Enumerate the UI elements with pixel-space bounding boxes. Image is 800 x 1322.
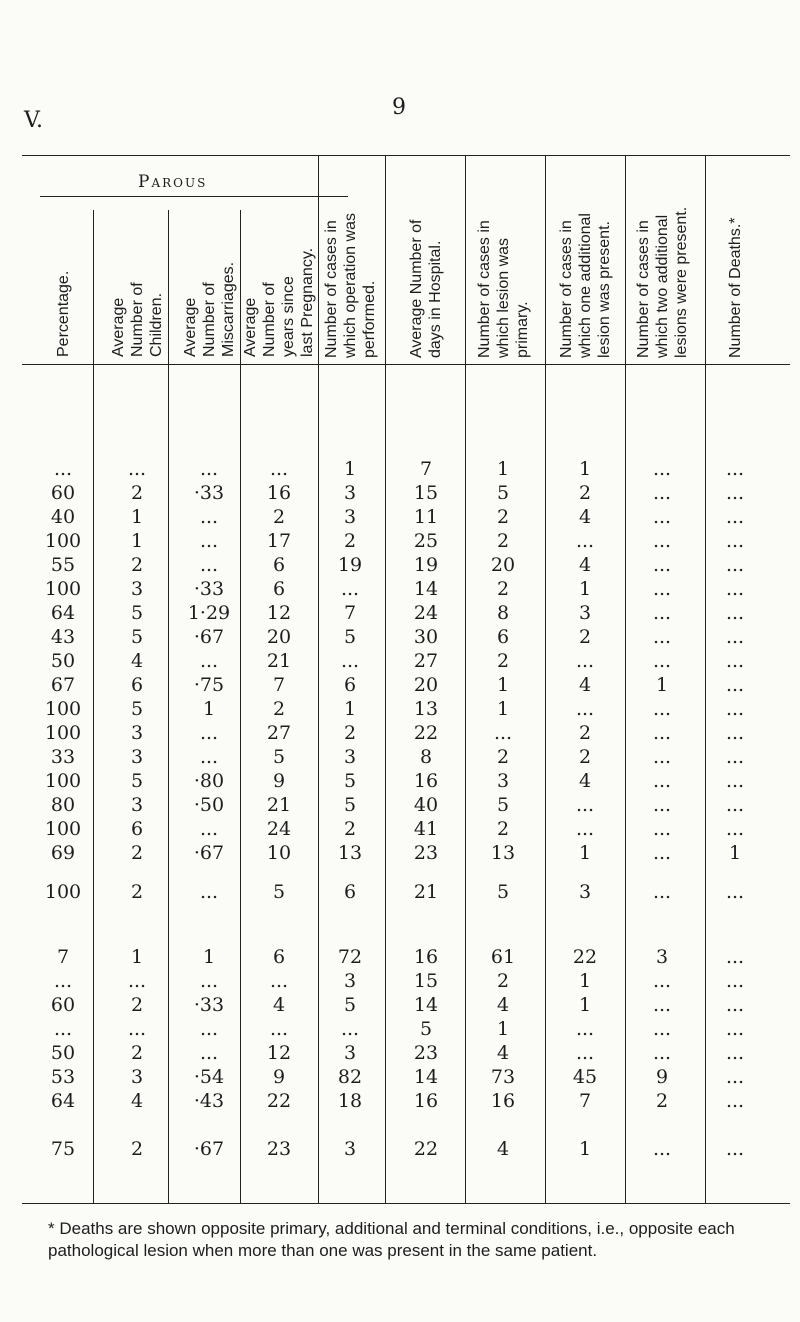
table-cell: ·80 <box>193 770 225 792</box>
table-cell: ·67 <box>193 1138 225 1160</box>
table-cell: 8 <box>419 746 433 768</box>
table-cell: ... <box>269 970 289 992</box>
table-cell: 40 <box>50 506 76 528</box>
table-cell: ·54 <box>193 1066 225 1088</box>
table-cell: 23 <box>266 1138 292 1160</box>
table-cell: 19 <box>337 554 363 576</box>
table-cell: 1 <box>496 1018 510 1040</box>
table-cell: 12 <box>266 1042 292 1064</box>
table-cell: ... <box>725 626 745 648</box>
table-cell: 5 <box>343 794 357 816</box>
table-cell: 5 <box>130 626 144 648</box>
table-cell: 64 <box>50 1090 76 1112</box>
table-cell: 9 <box>655 1066 669 1088</box>
table-top-rule <box>22 155 790 156</box>
table-cell: ... <box>725 698 745 720</box>
table-cell: 14 <box>413 1066 439 1088</box>
table-cell: ... <box>652 818 672 840</box>
table-cell: ... <box>199 458 219 480</box>
table-cell: 2 <box>130 1042 144 1064</box>
table-cell: 16 <box>413 946 439 968</box>
table-cell: 100 <box>44 881 82 903</box>
table-cell: 6 <box>272 554 286 576</box>
table-cell: 6 <box>130 674 144 696</box>
table-cell: 5 <box>343 626 357 648</box>
table-cell: 41 <box>413 818 439 840</box>
table-cell: ... <box>199 554 219 576</box>
table-cell: 82 <box>337 1066 363 1088</box>
table-cell: ... <box>725 818 745 840</box>
table-cell: 9 <box>272 1066 286 1088</box>
table-cell: 22 <box>266 1090 292 1112</box>
table-cell: 1 <box>130 530 144 552</box>
table-header-rule <box>22 364 790 365</box>
table-cell: 14 <box>413 578 439 600</box>
table-cell: ... <box>340 578 360 600</box>
table-cell: 1 <box>496 458 510 480</box>
table-cell: 1 <box>578 970 592 992</box>
table-cell: ... <box>652 698 672 720</box>
table-cell: 2 <box>343 818 357 840</box>
table-cell: 55 <box>50 554 76 576</box>
table-cell: ... <box>652 1138 672 1160</box>
table-cell: 15 <box>413 482 439 504</box>
table-cell: 5 <box>496 881 510 903</box>
table-cell: 13 <box>490 842 516 864</box>
table-cell: ·43 <box>193 1090 225 1112</box>
table-cell: ... <box>53 970 73 992</box>
table-cell: ... <box>725 881 745 903</box>
table-cell: 12 <box>266 602 292 624</box>
table-cell: 4 <box>578 674 592 696</box>
table-cell: 22 <box>413 722 439 744</box>
table-cell: 1 <box>578 994 592 1016</box>
table-cell: 5 <box>343 994 357 1016</box>
table-bottom-rule <box>22 1203 790 1204</box>
table-cell: ... <box>199 746 219 768</box>
table-cell: 3 <box>130 794 144 816</box>
table-cell: 14 <box>413 994 439 1016</box>
table-cell: 19 <box>413 554 439 576</box>
table-cell: ·33 <box>193 994 225 1016</box>
table-cell: 10 <box>266 842 292 864</box>
table-cell: 6 <box>496 626 510 648</box>
table-cell: 22 <box>413 1138 439 1160</box>
parous-brace <box>40 196 348 197</box>
table-cell: 60 <box>50 482 76 504</box>
table-cell: ... <box>493 722 513 744</box>
table-cell: 4 <box>496 994 510 1016</box>
table-cell: 60 <box>50 994 76 1016</box>
table-cell: 100 <box>44 578 82 600</box>
table-cell: 17 <box>266 530 292 552</box>
table-cell: ... <box>652 881 672 903</box>
table-cell: ... <box>652 770 672 792</box>
table-cell: 21 <box>266 794 292 816</box>
table-cell: ... <box>652 482 672 504</box>
table-cell: ... <box>340 650 360 672</box>
column-header: Average Number of years since last Pregnancy. <box>242 247 316 357</box>
table-cell: 20 <box>266 626 292 648</box>
table-cell: ... <box>725 1090 745 1112</box>
table-cell: 2 <box>496 578 510 600</box>
table-cell: 80 <box>50 794 76 816</box>
table-cell: ... <box>725 578 745 600</box>
column-header: Average Number of Miscarriages. <box>181 261 237 357</box>
table-cell: 1 <box>496 674 510 696</box>
table-cell: ·67 <box>193 842 225 864</box>
table-cell: 2 <box>343 530 357 552</box>
table-cell: ... <box>652 650 672 672</box>
table-cell: ... <box>199 881 219 903</box>
column-header: Number of cases in which two additional lesions were present. <box>634 206 690 358</box>
table-cell: 27 <box>413 650 439 672</box>
table-cell: 4 <box>272 994 286 1016</box>
table-cell: ... <box>652 746 672 768</box>
table-cell: 1·29 <box>187 602 231 624</box>
table-cell: 1 <box>655 674 669 696</box>
table-cell: 4 <box>130 1090 144 1112</box>
column-divider <box>385 155 386 1203</box>
table-cell: ... <box>652 626 672 648</box>
table-cell: 53 <box>50 1066 76 1088</box>
table-cell: ... <box>53 1018 73 1040</box>
table-cell: ... <box>652 842 672 864</box>
table-cell: ... <box>725 458 745 480</box>
table-cell: 5 <box>343 770 357 792</box>
table-cell: 61 <box>490 946 516 968</box>
table-cell: ... <box>575 1042 595 1064</box>
table-cell: ... <box>575 650 595 672</box>
table-cell: 11 <box>413 506 439 528</box>
table-cell: ... <box>575 530 595 552</box>
table-cell: 64 <box>50 602 76 624</box>
column-divider <box>465 155 466 1203</box>
table-cell: ... <box>725 1066 745 1088</box>
table-cell: 75 <box>50 1138 76 1160</box>
table-cell: 1 <box>578 578 592 600</box>
table-cell: 8 <box>496 602 510 624</box>
table-cell: ... <box>652 970 672 992</box>
table-cell: 4 <box>578 554 592 576</box>
table-cell: ... <box>340 1018 360 1040</box>
table-cell: 2 <box>130 881 144 903</box>
table-cell: ... <box>53 458 73 480</box>
table-cell: 13 <box>337 842 363 864</box>
column-header: Number of cases in which operation was performed. <box>322 213 378 358</box>
table-cell: 2 <box>496 650 510 672</box>
table-cell: 1 <box>578 842 592 864</box>
table-cell: 2 <box>655 1090 669 1112</box>
table-cell: 5 <box>272 881 286 903</box>
table-cell: ... <box>652 578 672 600</box>
table-cell: 4 <box>578 770 592 792</box>
table-cell: 3 <box>343 1138 357 1160</box>
table-cell: ... <box>652 530 672 552</box>
table-cell: ... <box>725 722 745 744</box>
table-cell: 2 <box>578 482 592 504</box>
table-cell: ... <box>575 818 595 840</box>
table-cell: ... <box>269 1018 289 1040</box>
table-cell: ... <box>199 818 219 840</box>
table-cell: 5 <box>130 602 144 624</box>
table-cell: ... <box>725 1042 745 1064</box>
table-cell: 25 <box>413 530 439 552</box>
table-cell: 1 <box>202 946 216 968</box>
table-cell: 3 <box>496 770 510 792</box>
table-cell: ... <box>652 994 672 1016</box>
table-cell: 2 <box>130 482 144 504</box>
table-cell: 6 <box>343 674 357 696</box>
table-cell: ... <box>652 506 672 528</box>
table-cell: 2 <box>130 842 144 864</box>
table-cell: ... <box>127 1018 147 1040</box>
table-cell: 22 <box>572 946 598 968</box>
table-cell: ... <box>725 1018 745 1040</box>
table-cell: 45 <box>572 1066 598 1088</box>
parous-group-header: Parous <box>138 172 208 192</box>
table-cell: ·75 <box>193 674 225 696</box>
table-cell: ... <box>199 722 219 744</box>
table-cell: ... <box>199 1018 219 1040</box>
table-cell: ... <box>652 458 672 480</box>
table-cell: ... <box>652 722 672 744</box>
table-cell: 1 <box>343 458 357 480</box>
table-cell: 7 <box>343 602 357 624</box>
table-cell: 4 <box>496 1042 510 1064</box>
table-cell: 27 <box>266 722 292 744</box>
table-cell: ... <box>725 994 745 1016</box>
table-cell: 5 <box>419 1018 433 1040</box>
table-cell: ... <box>725 482 745 504</box>
table-cell: ... <box>652 1042 672 1064</box>
table-cell: ... <box>725 506 745 528</box>
table-cell: ... <box>199 970 219 992</box>
table-cell: ... <box>199 506 219 528</box>
table-cell: 6 <box>343 881 357 903</box>
footnote: * Deaths are shown opposite primary, additional and terminal conditions, i.e., opposite each pathological lesion when more than one was present in the same patient. <box>48 1219 735 1260</box>
column-header: Percentage. <box>54 270 72 357</box>
table-cell: 3 <box>343 506 357 528</box>
table-cell: ·67 <box>193 626 225 648</box>
table-cell: 3 <box>343 1042 357 1064</box>
table-cell: 4 <box>130 650 144 672</box>
column-divider <box>545 155 546 1203</box>
table-cell: 3 <box>343 746 357 768</box>
table-cell: 3 <box>655 946 669 968</box>
table-cell: 3 <box>130 578 144 600</box>
table-cell: 5 <box>496 482 510 504</box>
table-cell: 1 <box>343 698 357 720</box>
table-cell: 5 <box>130 698 144 720</box>
table-cell: 6 <box>272 946 286 968</box>
table-cell: 18 <box>337 1090 363 1112</box>
table-cell: ... <box>725 1138 745 1160</box>
table-cell: 1 <box>728 842 742 864</box>
table-cell: 21 <box>266 650 292 672</box>
table-cell: 100 <box>44 818 82 840</box>
table-cell: 50 <box>50 650 76 672</box>
table-cell: 13 <box>413 698 439 720</box>
column-header: Number of cases in which one additional lesion was present. <box>557 213 613 358</box>
table-cell: 100 <box>44 722 82 744</box>
table-cell: ... <box>575 698 595 720</box>
table-cell: 2 <box>343 722 357 744</box>
table-cell: 20 <box>413 674 439 696</box>
table-cell: 1 <box>130 506 144 528</box>
table-cell: ... <box>725 530 745 552</box>
table-cell: 5 <box>272 746 286 768</box>
table-cell: 3 <box>578 881 592 903</box>
table-cell: ... <box>652 602 672 624</box>
table-cell: 9 <box>272 770 286 792</box>
table-cell: ... <box>652 1018 672 1040</box>
table-cell: 6 <box>130 818 144 840</box>
table-cell: 100 <box>44 530 82 552</box>
table-cell: 50 <box>50 1042 76 1064</box>
table-cell: 7 <box>578 1090 592 1112</box>
table-cell: ... <box>725 770 745 792</box>
table-cell: 2 <box>578 746 592 768</box>
table-cell: ... <box>725 650 745 672</box>
table-cell: 43 <box>50 626 76 648</box>
table-cell: 20 <box>490 554 516 576</box>
table-cell: 30 <box>413 626 439 648</box>
table-cell: ... <box>575 1018 595 1040</box>
column-header: Number of cases in which lesion was primary. <box>475 220 531 358</box>
table-cell: ... <box>127 970 147 992</box>
table-cell: 1 <box>578 1138 592 1160</box>
table-cell: 4 <box>496 1138 510 1160</box>
table-cell: ... <box>652 554 672 576</box>
table-cell: ... <box>199 530 219 552</box>
table-cell: 72 <box>337 946 363 968</box>
table-cell: 24 <box>413 602 439 624</box>
table-cell: ... <box>269 458 289 480</box>
table-cell: ... <box>725 970 745 992</box>
table-cell: ·33 <box>193 482 225 504</box>
table-cell: 2 <box>130 1138 144 1160</box>
table-cell: 16 <box>266 482 292 504</box>
table-cell: 2 <box>578 722 592 744</box>
table-cell: 2 <box>496 746 510 768</box>
table-cell: 7 <box>56 946 70 968</box>
table-cell: 1 <box>496 698 510 720</box>
table-cell: 3 <box>343 970 357 992</box>
table-cell: 1 <box>202 698 216 720</box>
column-header: Average Number of Children. <box>109 282 165 357</box>
table-cell: ... <box>725 946 745 968</box>
table-cell: 23 <box>413 842 439 864</box>
table-cell: 2 <box>130 554 144 576</box>
table-cell: 2 <box>496 530 510 552</box>
table-cell: 24 <box>266 818 292 840</box>
table-cell: ... <box>575 794 595 816</box>
table-cell: 2 <box>496 818 510 840</box>
table-cell: 33 <box>50 746 76 768</box>
table-cell: ·50 <box>193 794 225 816</box>
column-divider <box>625 155 626 1203</box>
table-cell: 100 <box>44 770 82 792</box>
table-cell: 3 <box>578 602 592 624</box>
table-cell: 16 <box>490 1090 516 1112</box>
table-cell: ... <box>725 554 745 576</box>
table-cell: 69 <box>50 842 76 864</box>
table-cell: 2 <box>496 970 510 992</box>
column-header: Number of Deaths.* <box>726 217 744 358</box>
table-cell: 2 <box>496 506 510 528</box>
table-cell: 21 <box>413 881 439 903</box>
table-cell: ... <box>199 1042 219 1064</box>
table-cell: 40 <box>413 794 439 816</box>
table-cell: 2 <box>130 994 144 1016</box>
table-cell: 1 <box>578 458 592 480</box>
table-cell: 2 <box>272 698 286 720</box>
table-cell: 16 <box>413 770 439 792</box>
table-cell: 73 <box>490 1066 516 1088</box>
table-cell: 3 <box>130 1066 144 1088</box>
table-cell: 2 <box>272 506 286 528</box>
section-label: V. <box>24 108 44 133</box>
table-cell: ·33 <box>193 578 225 600</box>
table-cell: ... <box>199 650 219 672</box>
table-cell: 5 <box>496 794 510 816</box>
table-cell: 4 <box>578 506 592 528</box>
table-cell: ... <box>652 794 672 816</box>
table-cell: 1 <box>130 946 144 968</box>
table-cell: 16 <box>413 1090 439 1112</box>
table-cell: 3 <box>343 482 357 504</box>
page-number: 9 <box>392 95 406 120</box>
column-header: Average Number of days in Hospital. <box>408 219 444 358</box>
table-cell: ... <box>127 458 147 480</box>
table-cell: 3 <box>130 722 144 744</box>
table-cell: ... <box>725 794 745 816</box>
table-cell: ... <box>725 674 745 696</box>
table-cell: 5 <box>130 770 144 792</box>
table-cell: 7 <box>419 458 433 480</box>
table-cell: ... <box>725 746 745 768</box>
table-cell: 23 <box>413 1042 439 1064</box>
table-cell: 3 <box>130 746 144 768</box>
table-cell: 7 <box>272 674 286 696</box>
table-cell: 100 <box>44 698 82 720</box>
table-cell: 2 <box>578 626 592 648</box>
table-cell: 6 <box>272 578 286 600</box>
table-cell: ... <box>725 602 745 624</box>
table-cell: 15 <box>413 970 439 992</box>
table-cell: 67 <box>50 674 76 696</box>
